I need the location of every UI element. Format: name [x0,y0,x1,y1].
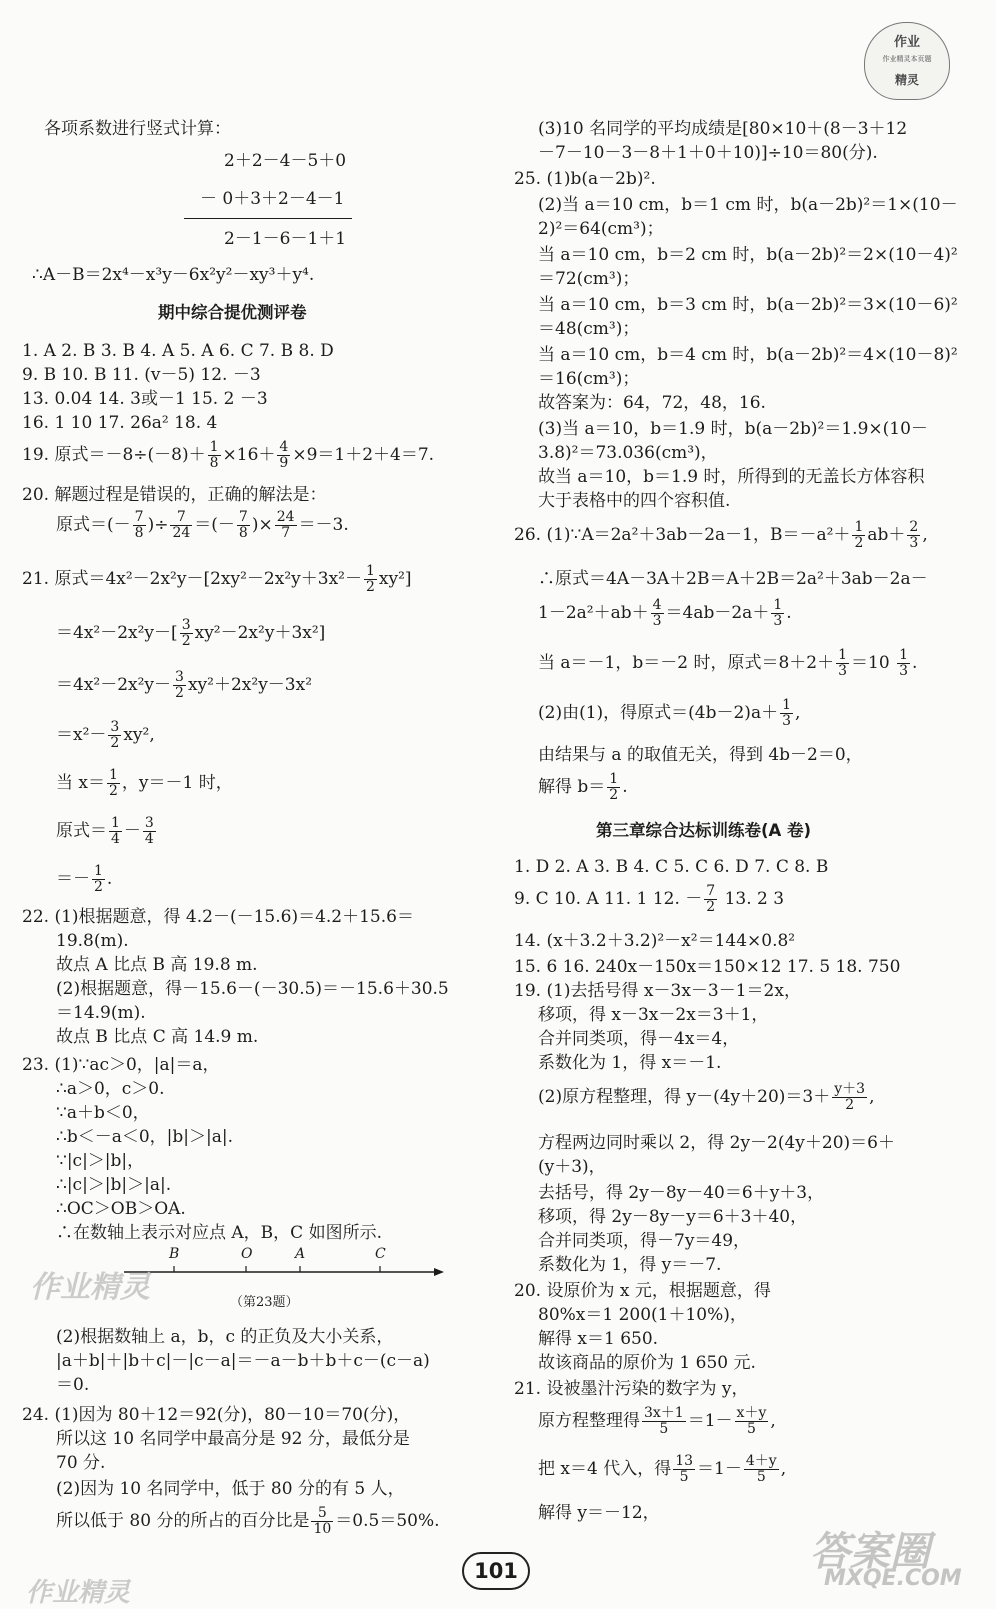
text-line: ∴a＞0，c＞0. [56,1079,165,1099]
math-line [22,440,434,471]
numerator: 1 [782,697,791,713]
text-line: 19.8(m). [56,931,129,951]
numerator: 1 [773,597,783,613]
text-line: ∴原式＝4A－3A＋2B＝A＋2B＝2a²＋3ab－2a－ [538,569,928,589]
text-line: 移项，得 x－3x－2x＝3＋1， [538,1005,769,1025]
denominator: 2 [365,579,375,595]
text-line: 合并同类项，得－7y＝49， [538,1231,751,1251]
text-run: 原式＝ [56,821,107,841]
fraction [907,520,920,551]
calc-rule [184,218,352,219]
text-run: ＝4ab－2a＋ [665,603,770,623]
denominator: 9 [279,455,289,471]
text-run: ＝4x²－2x²y－ [56,675,172,695]
numerator: 1 [365,563,375,579]
text-line: 25. (1)b(a－2b)². [514,169,656,189]
numerator: 1 [209,439,219,455]
vertical-calc-row: － 0＋3＋2－4－1 [200,189,345,209]
text-run: ＝－3. [298,515,349,535]
answer-line: 16. 1 10 17. 26a² 18. 4 [22,413,218,433]
math-line [22,564,412,595]
numerator: 3 [110,719,120,735]
text-line: 19. (1)去括号得 x－3x－3－1＝2x， [514,981,801,1001]
text-run: 9. C 10. A 11. 1 12. － [514,889,703,909]
numerator: 7 [134,509,144,525]
math-line [56,816,158,847]
text-line: ∴在数轴上表示对应点 A，B，C 如图所示. [56,1223,382,1243]
math-line [538,598,792,629]
text-run: 把 x＝4 代入，得 [538,1459,672,1479]
numerator: 7 [238,509,248,525]
denominator: 4 [111,831,120,847]
denominator: 8 [209,455,219,471]
text-run: 解得 b＝ [538,777,606,797]
math-line [514,520,928,551]
numerator: x＋y [736,1405,767,1421]
math-line [56,768,233,799]
denominator: 2 [609,787,619,803]
fraction [651,598,664,629]
text-run: 19. 原式＝－8÷(－8)＋ [22,445,206,465]
text-run: 21. 原式＝4x²－2x²y－[2xy²－2x²y＋3x²－ [22,569,362,589]
answer-line: 1. A 2. B 3. B 4. A 5. A 6. C 7. B 8. D [22,341,334,361]
text-line: 故当 a＝10，b＝1.9 时，所得到的无盖长方体容积 [538,467,925,487]
denominator: 3 [652,613,662,629]
text-line: 当 a＝10 cm，b＝4 cm 时，b(a－2b)²＝4×(10－8)² [538,345,958,365]
text-run: . [106,869,113,889]
fraction [364,564,377,595]
math-line [538,1082,874,1113]
text-line: ＝16(cm³)； [538,369,640,389]
text-line: ∵|c|＞|b|， [56,1151,145,1171]
numerator: 1 [109,767,118,783]
fraction [92,864,105,895]
math-line [538,1454,786,1485]
denominator: 3 [909,535,919,551]
fraction [836,648,849,679]
fraction [780,698,793,729]
math-line [56,510,349,541]
figure-caption: （第23题） [230,1295,299,1310]
fraction [143,816,156,847]
numerator: 1 [838,647,848,663]
denominator: 2 [110,735,120,751]
text-run: )× [251,515,273,535]
denominator: 24 [172,525,191,541]
text-run: (2)原方程整理，得 y－(4y＋20)＝3＋ [538,1087,831,1107]
section-heading: 期中综合提优测评卷 [158,303,307,322]
text-run: ×16＋ [222,445,276,465]
numerator: 13 [675,1453,694,1469]
section-heading: 第三章综合达标训练卷(A 卷) [596,821,812,840]
math-line [56,670,312,701]
math-line [56,618,325,649]
text-line: 合并同类项，得－4x＝4， [538,1029,740,1049]
text-line: (2)根据数轴上 a，b，c 的正负及大小关系， [56,1327,394,1347]
fraction [642,1406,686,1437]
text-line: (2)因为 10 名同学中，低于 80 分的有 5 人， [56,1479,405,1499]
numerator: 3x＋1 [644,1405,684,1421]
text-line: 3.8)²＝73.036(cm³)， [538,443,718,463]
watermark: MXQE.COM [824,1566,962,1591]
text-run: － [123,821,141,841]
text-line: 去括号，得 2y－8y－40＝6＋y＋3， [538,1183,825,1203]
page-number: 101 [462,1552,530,1590]
text-line: 20. 解题过程是错误的，正确的解法是： [22,485,327,505]
text-line: 由结果与 a 的取值无关，得到 4b－2＝0， [538,745,863,765]
text-run: . [911,653,918,673]
denominator: 2 [854,535,864,551]
denominator: 3 [782,713,791,729]
text-run: ＝0.5＝50%. [335,1511,440,1531]
text-run: , [770,1411,776,1431]
math-line [538,698,800,729]
fraction [180,618,193,649]
numerator: 1 [899,647,908,663]
text-line: 解得 x＝1 650. [538,1329,659,1349]
text-line: 80%x＝1 200(1＋10%)， [538,1305,747,1325]
text-run: 原式＝(－ [56,515,131,535]
text-run: ＝10 [851,653,896,673]
fraction [744,1454,779,1485]
text-line: 系数化为 1，得 x＝－1. [538,1053,722,1073]
answer-line: 14. (x＋3.2＋3.2)²－x²＝144×0.8² [514,931,796,951]
text-line: 故答案为：64，72，48，16. [538,393,766,413]
denominator: 2 [845,1097,855,1113]
numerator: 7 [706,883,716,899]
stamp-middle: 作业精灵本页题 [882,55,932,63]
text-line: ＝0. [56,1375,90,1395]
numerator: 4＋y [745,1453,777,1469]
text-run: ×9＝1＋2＋4＝7. [292,445,435,465]
text-run: ab＋ [867,525,906,545]
numerator: 24 [276,509,295,525]
point-label: O [241,1246,253,1262]
fraction [277,440,290,471]
text-run: xy²－2x²y＋3x²] [194,623,326,643]
text-line: 24. (1)因为 80＋12＝92(分)，80－10＝70(分)， [22,1405,411,1425]
text-line: (3)当 a＝10，b＝1.9 时，b(a－2b)²＝1.9×(10－ [538,419,928,439]
denominator: 7 [281,525,291,541]
text-line: ∵a＋b＜0， [56,1103,150,1123]
text-run: 26. (1)∵A＝2a²＋3ab－2a－1，B＝－a²＋ [514,525,851,545]
denominator: 3 [773,613,783,629]
fraction [107,768,120,799]
axis-arrow [434,1268,444,1276]
fraction [133,510,146,541]
denominator: 2 [94,879,103,895]
denominator: 10 [313,1521,332,1537]
watermark: 作业精灵 [26,1578,131,1608]
text-line: ∴b＜－a＜0，|b|＞|a|. [56,1127,233,1147]
text-line: 故点 B 比点 C 高 14.9 m. [56,1027,259,1047]
text-line: ∴OC＞OB＞OA. [56,1199,186,1219]
text-run: . [622,777,628,797]
text-run: 1－2a²＋ab＋ [538,603,649,623]
text-line: (2)根据题意，得－15.6－(－30.5)＝－15.6＋30.5 [56,979,449,999]
text-run: xy²] [378,569,412,589]
fraction [275,510,297,541]
fraction [735,1406,769,1437]
text-line: 方程两边同时乘以 2，得 2y－2(4y＋20)＝6＋ [538,1133,895,1153]
point-label: A [295,1246,306,1262]
text-run: , [869,1087,875,1107]
denominator: 5 [679,1469,689,1485]
numerator: 7 [170,510,192,526]
fraction [897,648,910,679]
fraction [673,1454,695,1485]
text-line: 系数化为 1，得 y＝－7. [538,1255,722,1275]
text-line: 22. (1)根据题意，得 4.2－(－15.6)＝4.2＋15.6＝ [22,907,414,927]
numerator: 3 [144,815,154,831]
fraction [852,520,865,551]
denominator: 3 [899,663,908,679]
denominator: 2 [175,685,184,701]
text-line: 故该商品的原价为 1 650 元. [538,1353,756,1373]
text-line: 大于表格中的四个容积值. [538,491,731,511]
numerator: 1 [609,771,619,787]
text-run: )÷ [147,515,169,535]
vertical-calc-row: 2＋2－4－5＋0 [224,151,347,171]
text-run: ＝(－ [194,515,235,535]
text-line: 21. 设被墨汁污染的数字为 y， [514,1379,749,1399]
watermark: 答案圈 [810,1529,930,1575]
answer-line: 13. 0.04 14. 3或－1 15. 2 －3 [22,389,268,409]
text-line: (y＋3)， [538,1157,606,1177]
math-line [538,648,917,679]
stamp-top: 作业 [893,35,920,50]
denominator: 4 [144,831,154,847]
text-line: 当 a＝10 cm，b＝3 cm 时，b(a－2b)²＝3×(10－6)² [538,295,958,315]
denominator: 5 [659,1421,669,1437]
fraction [170,510,192,541]
text-line: 当 a＝10 cm，b＝2 cm 时，b(a－2b)²＝2×(10－4)² [538,245,958,265]
text-run: ＝x²－ [56,725,107,745]
text-run: 13. 2 3 [719,889,785,909]
math-line [538,772,628,803]
fraction [704,884,717,915]
text-run: 所以低于 80 分的所占的百分比是 [56,1511,310,1531]
text-line: ＝14.9(m). [56,1003,146,1023]
text-line: |a＋b|＋|b＋c|－|c－a|＝－a－b＋b＋c－(c－a) [56,1351,430,1371]
numerator: 3 [175,669,184,685]
answer-line: 9. B 10. B 11. (v－5) 12. －3 [22,365,261,385]
math-line [538,1406,776,1437]
text-line: (3)10 名同学的平均成绩是[80×10＋(8－3＋12 [538,119,908,139]
stamp-bottom: 精灵 [894,73,919,87]
text-line: ∴A－B＝2x⁴－x³y－6x²y²－xy³＋y⁴. [32,265,315,285]
fraction [208,440,221,471]
numerator: 4 [652,597,662,613]
numerator: 2 [909,519,919,535]
denominator: 8 [238,525,248,541]
fraction [311,1506,333,1537]
math-line [56,1506,440,1537]
text-line: 解得 y＝－12， [538,1503,660,1523]
fraction [832,1082,867,1113]
text-line: 2)²＝64(cm³)； [538,219,664,239]
denominator: 2 [109,783,118,799]
text-run: ，y＝－1 时， [121,773,233,793]
numerator: 5 [311,1506,333,1522]
denominator: 5 [746,1421,756,1437]
text-run: , [780,1459,787,1479]
vertical-calc-row: 2－1－6－1＋1 [224,229,347,249]
denominator: 2 [706,899,716,915]
text-line: 所以这 10 名同学中最高分是 92 分，最低分是 [56,1429,410,1449]
answer-line: 1. D 2. A 3. B 4. C 5. C 6. D 7. C 8. B [514,857,829,877]
text-line: ＝48(cm³)； [538,319,640,339]
text-run: 当 x＝ [56,773,105,793]
text-line: 移项，得 2y－8y－y＝6＋3＋40， [538,1207,808,1227]
text-run: ＝1－ [687,1411,733,1431]
text-run: 当 a＝－1，b＝－2 时，原式＝8＋2＋ [538,653,835,673]
text-line: 23. (1)∵ac＞0，|a|＝a， [22,1055,220,1075]
text-run: (2)由(1)，得原式＝(4b－2)a＋ [538,703,779,723]
numerator: 1 [854,519,864,535]
fraction [771,598,784,629]
point-label: C [375,1246,386,1262]
stamp-logo [864,22,950,100]
denominator: 2 [181,633,191,649]
math-line [514,884,784,915]
fraction [173,670,186,701]
answer-line: 15. 6 16. 240x－150x＝150×12 17. 5 18. 750 [514,957,901,977]
fraction [108,720,121,751]
text-line: 20. 设原价为 x 元，根据题意，得 [514,1281,771,1301]
text-line: ＝72(cm³)； [538,269,640,289]
numerator: 1 [94,863,103,879]
denominator: 5 [756,1469,766,1485]
text-run: ＝1－ [697,1459,742,1479]
numerator: 3 [181,617,191,633]
point-label: B [169,1246,180,1262]
math-line [56,720,155,751]
numerator: 1 [111,815,120,831]
text-run: . [786,603,792,623]
fraction [237,510,250,541]
denominator: 3 [838,663,848,679]
text-line: －7－10－3－8＋1＋0＋10)]÷10＝80(分). [538,143,878,163]
text-run: xy², [123,725,155,745]
text-line: 70 分. [56,1453,106,1473]
math-line [56,864,112,895]
text-run: , [795,703,801,723]
numerator: y＋3 [834,1081,866,1097]
text-line: (2)当 a＝10 cm，b＝1 cm 时，b(a－2b)²＝1×(10－ [538,195,958,215]
text-run: , [922,525,928,545]
text-run: ＝4x²－2x²y－[ [56,623,178,643]
watermark: 作业精灵 [30,1270,150,1305]
denominator: 8 [134,525,144,541]
text-run: 原方程整理得 [538,1411,640,1431]
numerator: 4 [279,439,289,455]
fraction [109,816,122,847]
text-line: ∴|c|＞|b|＞|a|. [56,1175,172,1195]
fraction [607,772,620,803]
text-line: 各项系数进行竖式计算： [44,119,231,139]
text-line: 故点 A 比点 B 高 19.8 m. [56,955,258,975]
text-run: ＝－ [56,869,90,889]
text-run: xy²＋2x²y－3x² [187,675,313,695]
